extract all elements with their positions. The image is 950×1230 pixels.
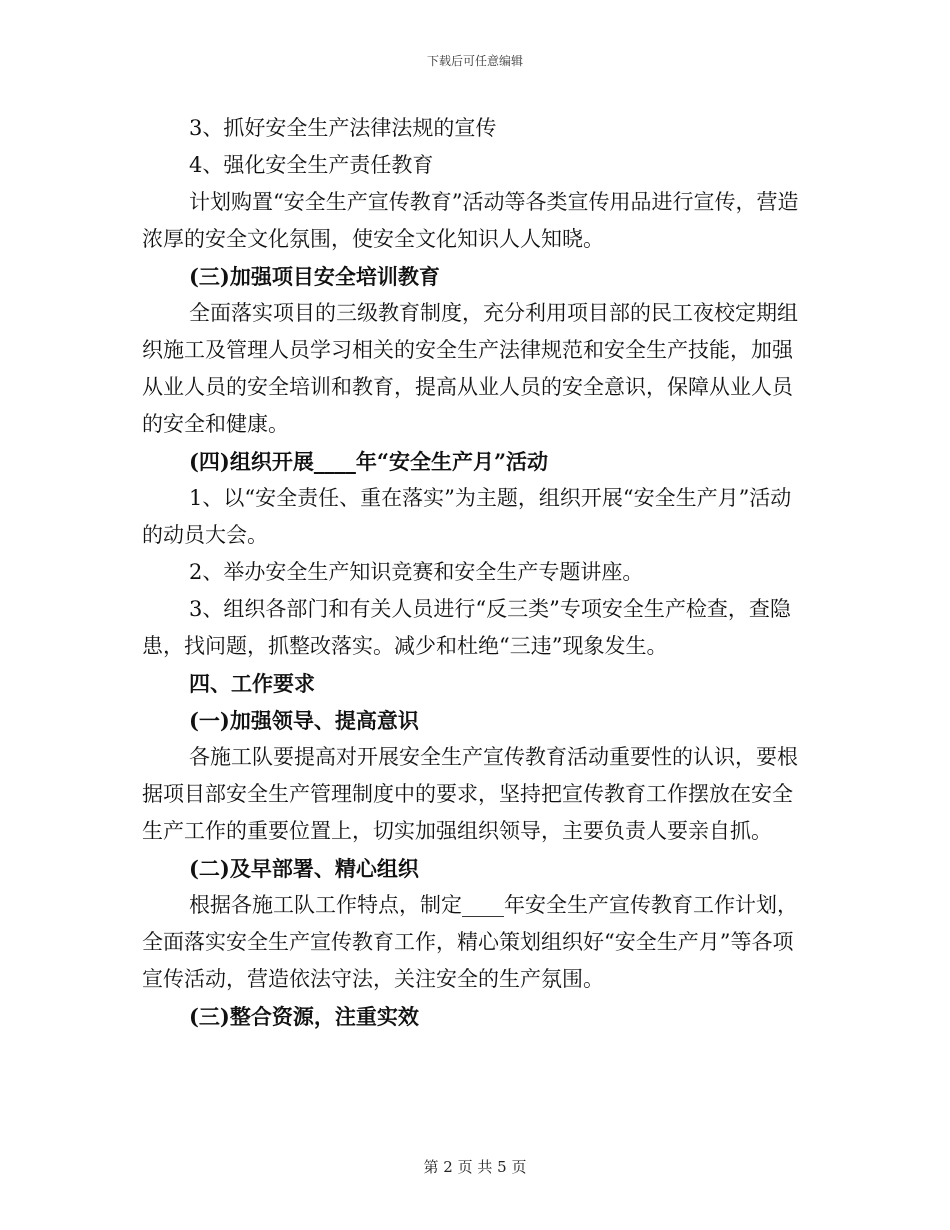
- section-heading: (一)加强领导、提高意识: [189, 708, 419, 733]
- list-item: 1、以“安全责任、重在落实”为主题，组织开展“安全生产月”活动的动员大会。: [142, 486, 792, 547]
- page-header: 下载后可任意编辑: [426, 54, 523, 68]
- list-item: 3、组织各部门和有关人员进行“反三类”专项安全生产检查，查隐患，找问题，抓整改落实。减少和杜绝“三违”现象发生。: [142, 597, 791, 658]
- document-body: [142, 110, 807, 1035]
- list-item: 2、举办安全生产知识竞赛和安全生产专题讲座。: [189, 560, 644, 584]
- body-paragraph: 根据各施工队工作特点，制定____年安全生产宣传教育工作计划，全面落实安全生产宣传教育工作，精心策划组织好“安全生产月”等各项宣传活动，营造依法守法，关注安全的生产氛围。: [142, 893, 798, 991]
- body-paragraph: 全面落实项目的三级教育制度，充分利用项目部的民工夜校定期组织施工及管理人员学习相关的安全生产法律规范和安全生产技能，加强从业人员的安全培训和教育，提高从业人员的安全意识，保障从业人员的安全和健康。: [142, 301, 798, 436]
- section-heading: (四)组织开展____年“安全生产月”活动: [189, 449, 549, 474]
- body-paragraph: 各施工队要提高对开展安全生产宣传教育活动重要性的认识，要根据项目部安全生产管理制度中的要求，坚持把宣传教育工作摆放在安全生产工作的重要位置上，切实加强组织领导，主要负责人要亲自抓。: [142, 745, 798, 843]
- section-heading: (三)整合资源，注重实效: [189, 1004, 419, 1029]
- list-item: 3、抓好安全生产法律法规的宣传: [189, 116, 497, 140]
- section-heading: (二)及早部署、精心组织: [189, 856, 419, 881]
- section-heading: (三)加强项目安全培训教育: [189, 264, 440, 289]
- list-item: 4、强化安全生产责任教育: [189, 153, 434, 177]
- chapter-heading: 四、工作要求: [189, 671, 315, 696]
- body-paragraph: 计划购置“安全生产宣传教育”活动等各类宣传用品进行宣传，营造浓厚的安全文化氛围，使安全文化知识人人知晓。: [142, 190, 799, 251]
- page-footer: 第 2 页 共 5 页: [423, 1158, 527, 1176]
